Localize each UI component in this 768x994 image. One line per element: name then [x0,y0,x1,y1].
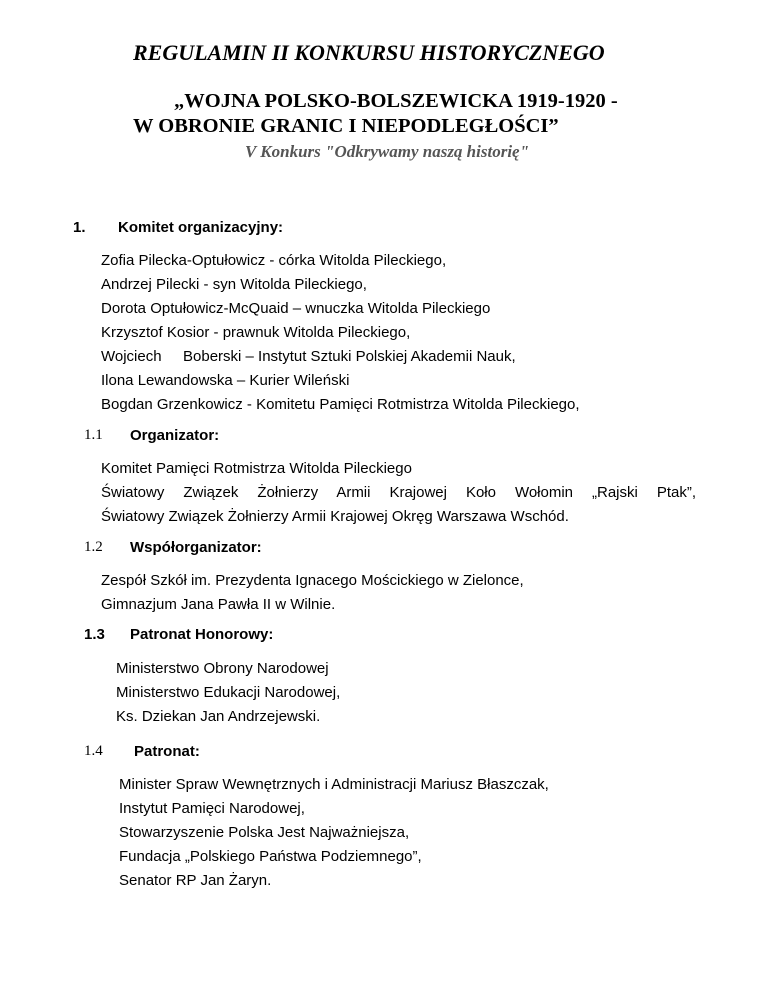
list-item: Bogdan Grzenkowicz - Komitetu Pamięci Rotmistrza Witolda Pileckiego, [101,396,580,413]
list-item: Krzysztof Kosior - prawnuk Witolda Pileckiego, [101,324,411,341]
list-item: Ministerstwo Edukacji Narodowej, [116,684,341,701]
theme-title-line-2: W OBRONIE GRANIC I NIEPODLEGŁOŚCI” [133,115,559,137]
document-title: REGULAMIN II KONKURSU HISTORYCZNEGO [133,40,605,65]
list-item: Andrzej Pilecki - syn Witolda Pileckiego, [101,276,367,293]
list-item: Zofia Pilecka-Optułowicz - córka Witolda Pileckiego, [101,252,447,269]
list-item: Minister Spraw Wewnętrznych i Administracji Mariusz Błaszczak, [119,776,549,793]
list-item: Gimnazjum Jana Pawła II w Wilnie. [101,596,336,613]
list-item: Stowarzyszenie Polska Jest Najważniejsza, [119,824,410,841]
list-item-first-name: Wojciech [101,348,162,365]
list-item: Senator RP Jan Żaryn. [119,872,272,889]
list-item: Instytut Pamięci Narodowej, [119,800,305,817]
document-subtitle: V Konkurs "Odkrywamy naszą historię" [245,142,530,161]
patronage-list [119,773,549,893]
list-item: Światowy Związek Żołnierzy Armii Krajowej Koło Wołomin „Rajski Ptak”, [101,484,696,501]
list-item: Komitet Pamięci Rotmistrza Witolda Pileckiego [101,460,412,477]
theme-title-line-1: „WOJNA POLSKO-BOLSZEWICKA 1919-1920 - [174,90,618,112]
list-item [101,345,580,369]
section-heading-patronage: Patronat: [134,743,200,760]
section-number: 1. [73,219,86,236]
section-heading-organizer: Organizator: [130,427,220,444]
section-number: 1.4 [84,743,103,759]
list-item: Ks. Dziekan Jan Andrzejewski. [116,708,321,725]
section-heading-committee: Komitet organizacyjny: [118,219,284,236]
section-heading-honorary-patronage: Patronat Honorowy: [130,626,274,643]
section-number: 1.1 [84,427,103,443]
list-item: Ilona Lewandowska – Kurier Wileński [101,372,350,389]
committee-list [101,249,580,417]
list-item-rest: Boberski – Instytut Sztuki Polskiej Akademii Nauk, [183,348,516,365]
organizer-list [101,457,696,529]
coorganizer-list [101,569,524,617]
list-item: Ministerstwo Obrony Narodowej [116,660,329,677]
section-number: 1.2 [84,539,103,555]
list-item: Zespół Szkół im. Prezydenta Ignacego Mościckiego w Zielonce, [101,572,524,589]
list-item: Światowy Związek Żołnierzy Armii Krajowej Okręg Warszawa Wschód. [101,508,569,525]
section-heading-coorganizer: Współorganizator: [130,539,262,556]
list-item: Fundacja „Polskiego Państwa Podziemnego”, [119,848,422,865]
honorary-patronage-list [116,657,340,729]
section-number: 1.3 [84,626,105,643]
list-item: Dorota Optułowicz-McQuaid – wnuczka Witolda Pileckiego [101,300,491,317]
